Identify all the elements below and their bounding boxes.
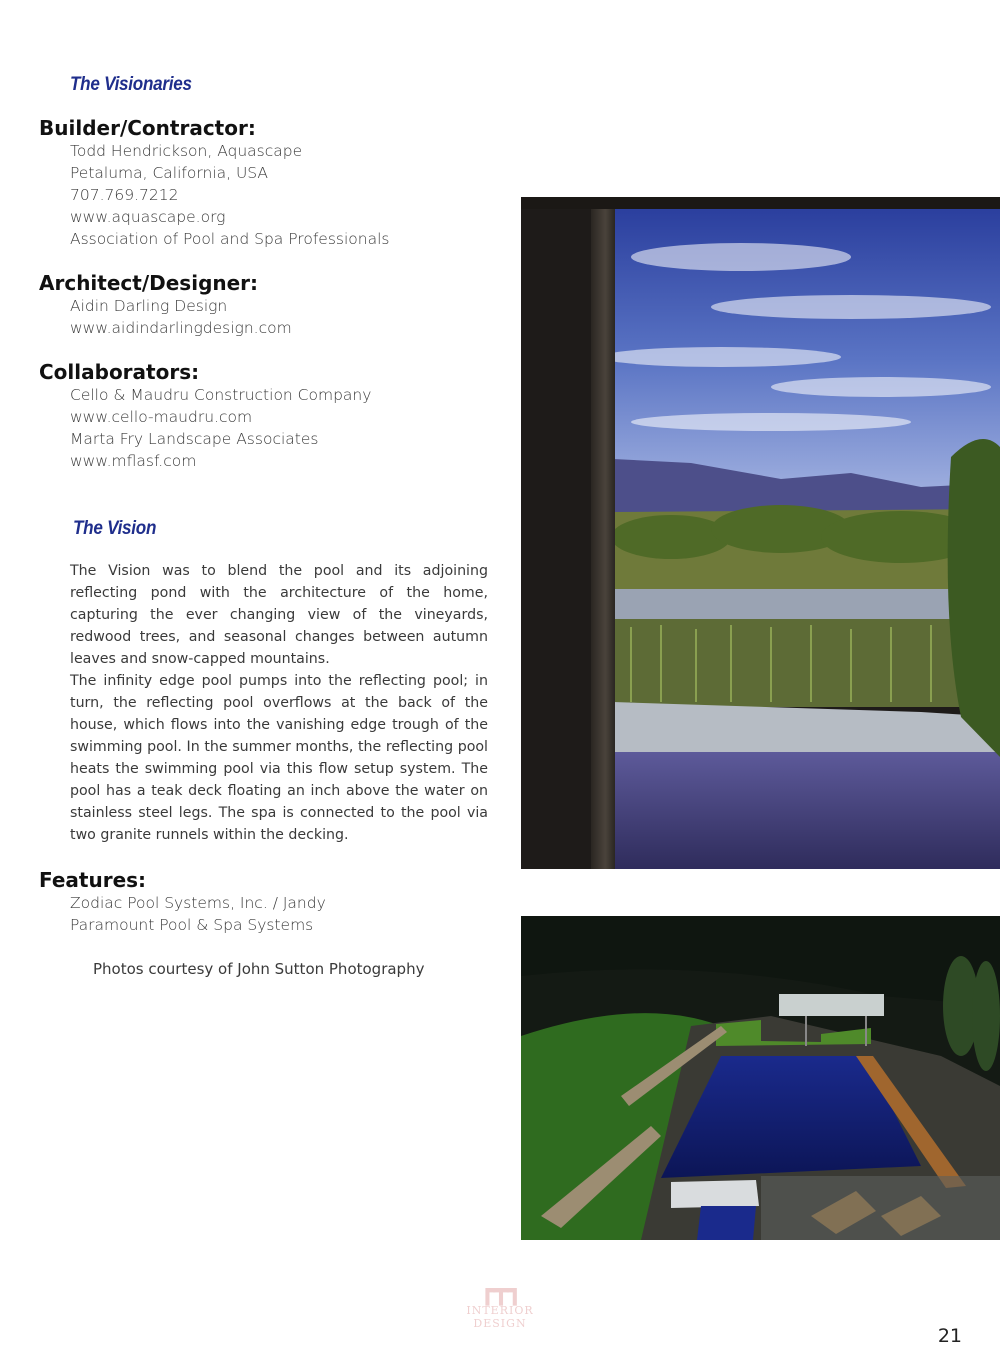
architect-name: Aidin Darling Design xyxy=(70,297,228,315)
builder-association: Association of Pool and Spa Professionals xyxy=(70,230,390,248)
collaborator-2-name: Marta Fry Landscape Associates xyxy=(70,430,319,448)
vision-heading: The Vision xyxy=(73,518,157,539)
builder-website: www.aquascape.org xyxy=(70,208,226,226)
vision-paragraph-1: The Vision was to blend the pool and its adjoining reflecting pond with the architecture of the home, capturing the ever changing view of the vineyards, redwood trees, and seasonal changes between autumn leaves and snow-capped mountains. xyxy=(70,563,488,667)
builder-details xyxy=(70,140,389,250)
vision-body xyxy=(70,560,488,846)
builder-phone: 707.769.7212 xyxy=(70,186,179,204)
vineyard-view-photo xyxy=(521,197,1000,869)
page-number: 21 xyxy=(937,1325,962,1347)
vineyard-view-illustration xyxy=(521,197,1000,869)
architect-website: www.aidindarlingdesign.com xyxy=(70,319,292,337)
watermark xyxy=(440,1278,560,1330)
architect-heading: Architect/Designer: xyxy=(39,271,259,295)
watermark-logo-icon: ┏┳┓ xyxy=(479,1276,521,1306)
features-heading: Features: xyxy=(39,868,147,892)
feature-2: Paramount Pool & Spa Systems xyxy=(70,916,314,934)
builder-heading: Builder/Contractor: xyxy=(39,116,256,140)
collaborator-2-website: www.mflasf.com xyxy=(70,452,197,470)
pool-aerial-illustration xyxy=(521,916,1000,1240)
collaborator-1-website: www.cello-maudru.com xyxy=(70,408,253,426)
collaborator-1-name: Cello & Maudru Construction Company xyxy=(70,386,372,404)
pool-aerial-photo xyxy=(521,916,1000,1240)
feature-1: Zodiac Pool Systems, Inc. / Jandy xyxy=(70,894,326,912)
builder-name: Todd Hendrickson, Aquascape xyxy=(70,142,303,160)
builder-location: Petaluma, California, USA xyxy=(70,164,269,182)
collaborators-heading: Collaborators: xyxy=(39,360,200,384)
vision-paragraph-2: The infinity edge pool pumps into the reflecting pool; in turn, the reflecting pool overflows at the back of the house, which flows into the vanishing edge trough of the swimming pool. In the summer months, the reflecting pool heats the swimming pool via this flow setup system. The pool has a teak deck floating an inch above the water on stainless steel legs. The spa is connected to the pool via two granite runnels within the decking. xyxy=(70,673,488,843)
photo-credit: Photos courtesy of John Sutton Photography xyxy=(93,960,425,978)
features-details xyxy=(70,892,326,936)
architect-details xyxy=(70,295,292,339)
visionaries-heading: The Visionaries xyxy=(70,74,192,95)
watermark-text: INTERIOR DESIGN xyxy=(466,1304,534,1330)
collaborators-details xyxy=(70,384,371,472)
